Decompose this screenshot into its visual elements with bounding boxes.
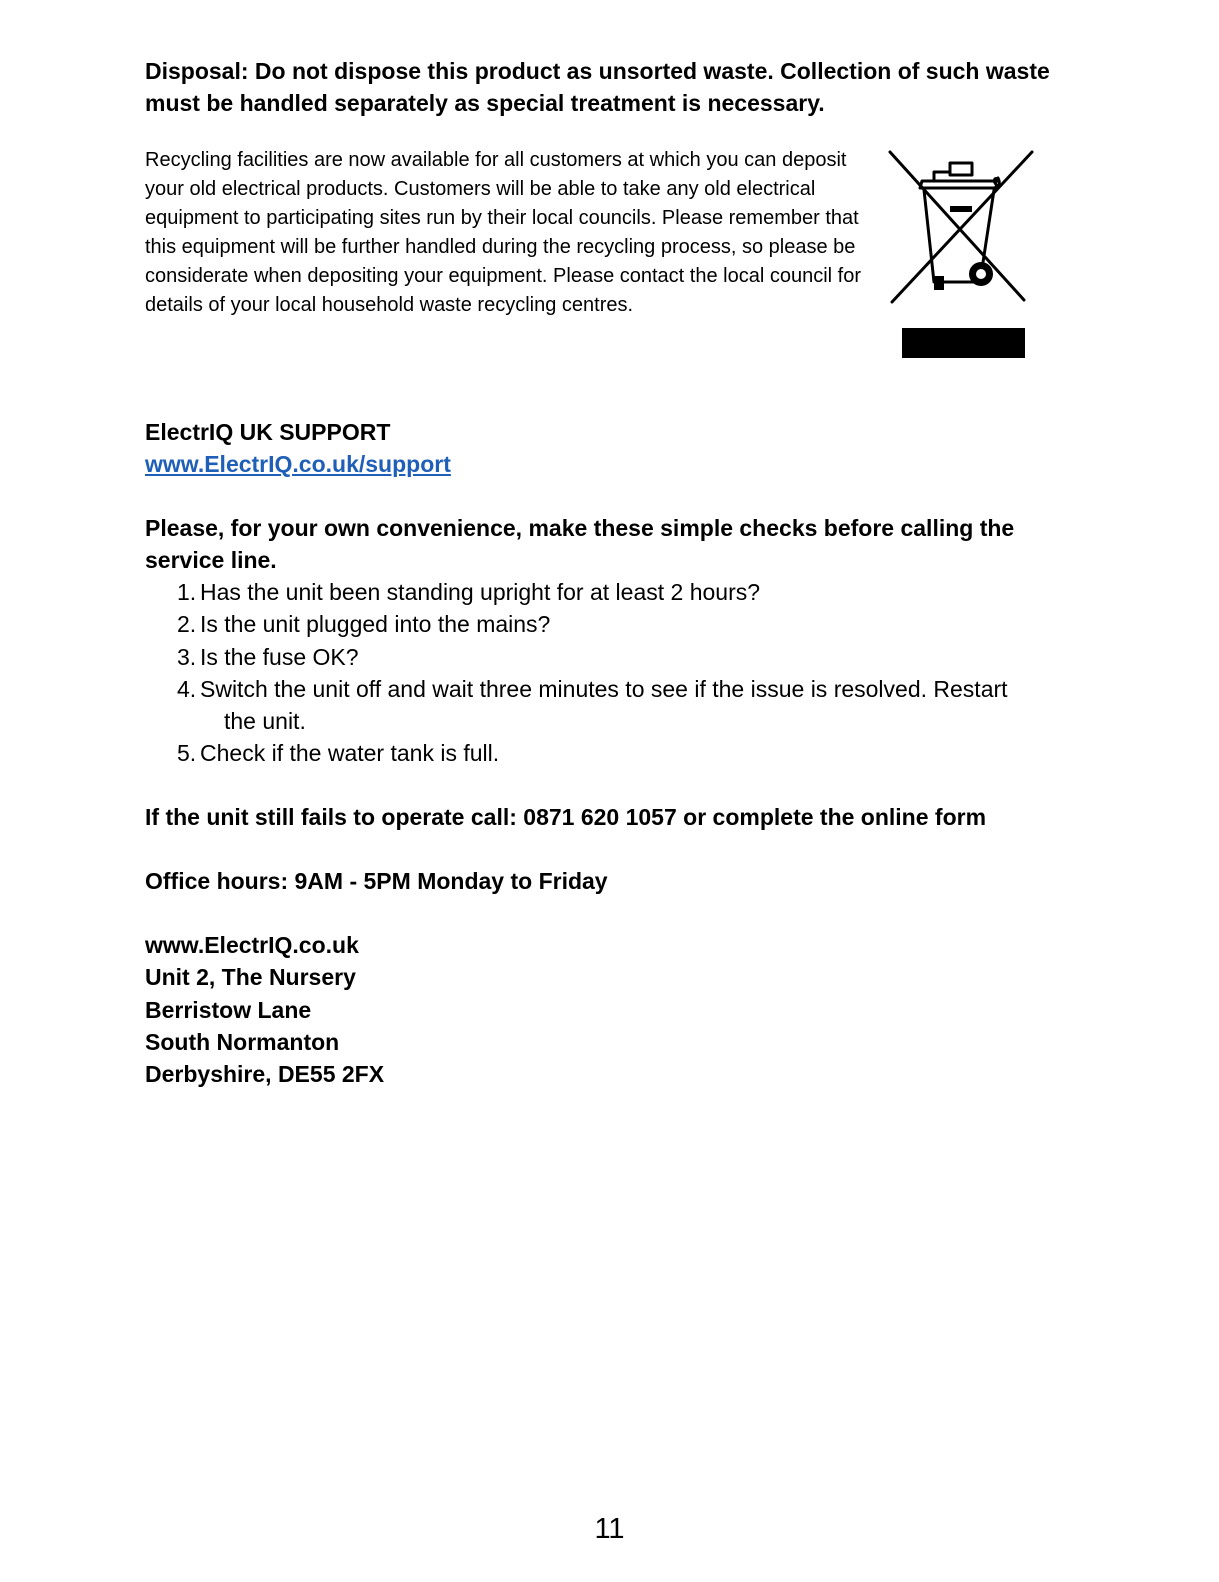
recycling-info: Recycling facilities are now available for all customers at which you can deposit your old electrical products. Customers will be able to take any old electrical equipment to participating sites run by their local councils. Please remember that this equipment will be further handled during the recycling process, so please be considerate when depositing your equipment. Please contact the local council for details of your local household waste recycling centres. bbox=[145, 149, 861, 316]
checks-list bbox=[145, 576, 1085, 770]
address-line: Berristow Lane bbox=[145, 996, 312, 1023]
list-item bbox=[145, 737, 1085, 769]
address-line: South Normanton bbox=[145, 1028, 340, 1055]
company-address bbox=[145, 929, 384, 1090]
list-item-number: 4. bbox=[177, 675, 197, 702]
office-hours: Office hours: 9AM - 5PM Monday to Friday bbox=[145, 868, 608, 894]
list-item bbox=[145, 673, 1085, 738]
list-item-text: Check if the water tank is full. bbox=[200, 740, 500, 767]
support-link[interactable]: www.ElectrIQ.co.uk/support bbox=[145, 451, 451, 477]
list-item-text: Is the fuse OK? bbox=[200, 643, 359, 670]
list-item-number: 3. bbox=[177, 643, 197, 670]
list-item-number: 2. bbox=[177, 611, 197, 638]
list-item bbox=[145, 641, 1085, 673]
list-item bbox=[145, 576, 1085, 608]
service-call-info: If the unit still fails to operate call: 0871 620 1057 or complete the online form bbox=[145, 804, 987, 830]
list-item-continuation: the unit. bbox=[224, 708, 306, 735]
disposal-notice: Disposal: Do not dispose this product as unsorted waste. Collection of such waste must be handled separately as special treatment is necessary. bbox=[145, 58, 1050, 116]
support-title: ElectrIQ UK SUPPORT bbox=[145, 419, 391, 445]
list-item-number: 1. bbox=[177, 579, 197, 605]
address-line: Unit 2, The Nursery bbox=[145, 964, 356, 991]
website-link[interactable]: www.ElectrIQ.co.uk bbox=[145, 932, 359, 958]
list-item-text: Has the unit been standing upright for at least 2 hours? bbox=[200, 579, 761, 605]
list-item-text: Is the unit plugged into the mains? bbox=[200, 611, 551, 638]
list-item bbox=[145, 608, 1085, 640]
crossed-out-wheelie-bin-icon bbox=[884, 148, 1036, 362]
list-item-number: 5. bbox=[177, 740, 197, 767]
address-line: Derbyshire, DE55 2FX bbox=[145, 1061, 385, 1088]
checks-intro: Please, for your own convenience, make these simple checks before calling the service line. bbox=[145, 515, 1015, 573]
page-number: 11 bbox=[594, 1513, 625, 1545]
list-item-text: Switch the unit off and wait three minutes to see if the issue is resolved. Restart bbox=[200, 675, 1008, 702]
